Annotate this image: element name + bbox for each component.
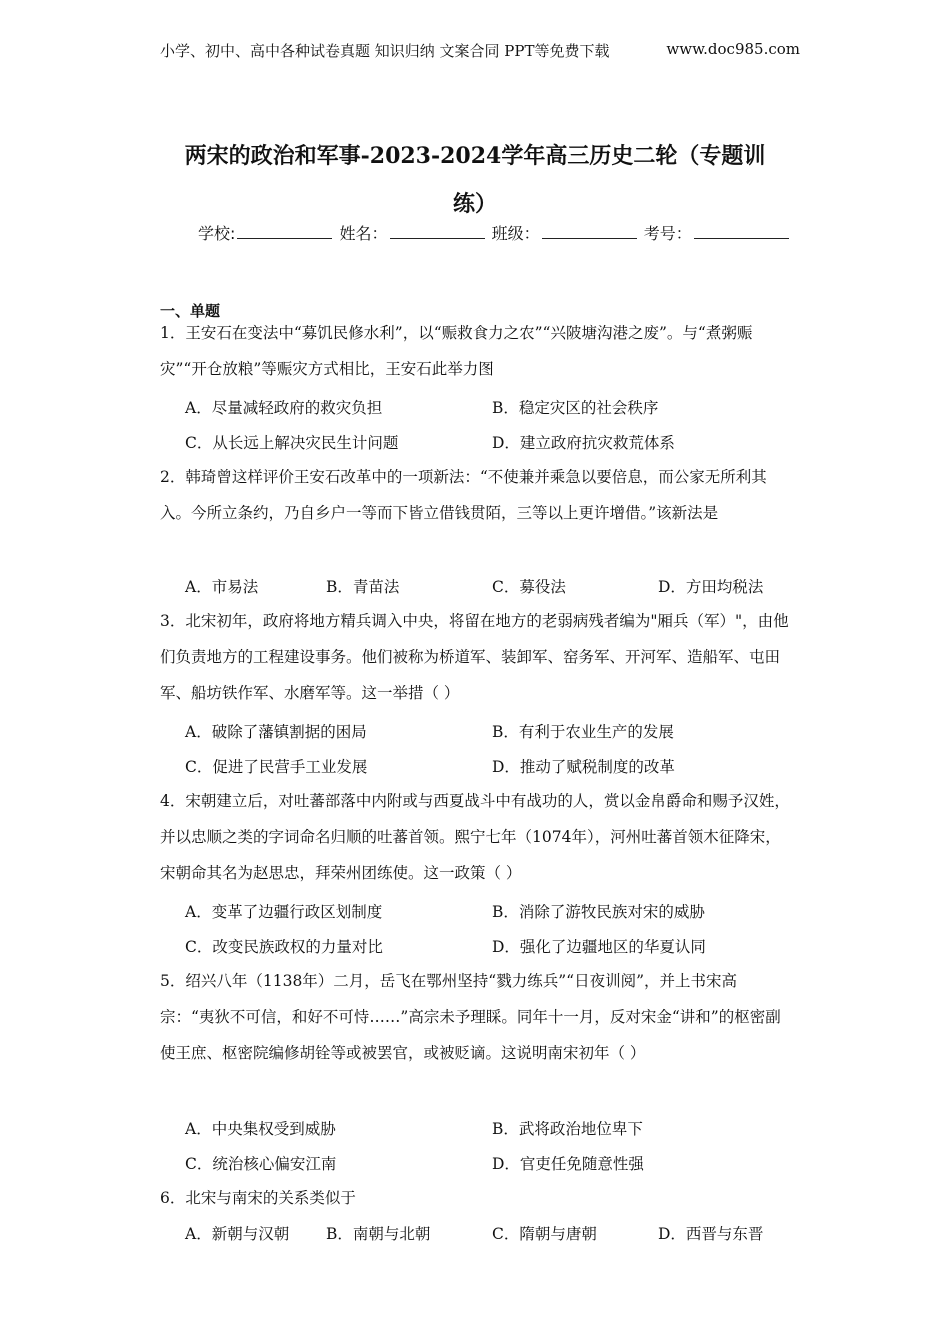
question-5: 5．绍兴八年（1138年）二月，岳飞在鄂州坚持“戮力练兵”“日夜训阅”，并上书宋高宗：“夷狄不可信，和好不可恃……”高宗未予理睬。同年十一月，反对宋金“讲和”的枢密副使王庶、枢密院编修胡铨等或被罢官，或被贬谪。这说明南宋初年（ ） [160,972,781,1062]
question-6: 6．北宋与南宋的关系类似于 [160,1189,356,1207]
header-left-text: 小学、初中、高中各种试卷真题 知识归纳 文案合同 PPT等免费下载 [160,42,610,60]
q1-option-b[interactable]: B．稳定灾区的社会秩序 [492,399,659,417]
page-header [160,40,800,61]
q1-option-a[interactable]: A．尽量减轻政府的救灾负担 [185,399,383,417]
school-label: 学校: [198,224,236,243]
q6-option-b[interactable]: B．南朝与北朝 [326,1225,431,1243]
student-info-fields [198,221,791,244]
q5-option-c[interactable]: C．统治核心偏安江南 [185,1155,337,1173]
name-blank[interactable] [390,224,485,239]
question-2: 2．韩琦曾这样评价王安石改革中的一项新法：“不使兼并乘急以要倍息，而公家无所利其入。今所立条约，乃自乡户一等而下皆立借钱贯陌，三等以上更许增借。”该新法是 [160,468,767,522]
title-line-1: 两宋的政治和军事-2023-2024学年高三历史二轮（专题训 [184,143,766,169]
q2-option-d[interactable]: D．方田均税法 [658,578,764,596]
document-title [150,132,800,228]
q3-option-d[interactable]: D．推动了赋税制度的改革 [492,758,675,776]
q6-option-a[interactable]: A．新朝与汉朝 [185,1225,290,1243]
q3-option-c[interactable]: C．促进了民营手工业发展 [185,758,368,776]
school-blank[interactable] [237,224,332,239]
q2-option-c[interactable]: C．募役法 [492,578,566,596]
q5-option-a[interactable]: A．中央集权受到威胁 [185,1120,336,1138]
number-label: 考号： [643,224,692,243]
q4-option-b[interactable]: B．消除了游牧民族对宋的威胁 [492,903,705,921]
q1-option-d[interactable]: D．建立政府抗灾救荒体系 [492,434,675,452]
question-3: 3．北宋初年，政府将地方精兵调入中央，将留在地方的老弱病残者编为"厢兵（军）"，由他们负责地方的工程建设事务。他们被称为桥道军、装卸军、窑务军、开河军、造船军、屯田军、船坊铁作军、水磨军等。这一举措（ ） [160,612,789,702]
q6-option-d[interactable]: D．西晋与东晋 [658,1225,764,1243]
q4-option-d[interactable]: D．强化了边疆地区的华夏认同 [492,938,706,956]
q3-option-b[interactable]: B．有利于农业生产的发展 [492,723,674,741]
number-blank[interactable] [694,224,789,239]
question-1: 1．王安石在变法中“募饥民修水利”，以“赈救食力之农”“兴陂塘沟港之废”。与“煮粥赈灾”“开仓放粮”等赈灾方式相比，王安石此举力图 [160,324,753,378]
class-blank[interactable] [542,224,637,239]
q5-option-d[interactable]: D．官吏任免随意性强 [492,1155,644,1173]
q5-option-b[interactable]: B．武将政治地位卑下 [492,1120,643,1138]
q2-option-a[interactable]: A．市易法 [185,578,259,596]
q4-option-a[interactable]: A．变革了边疆行政区划制度 [185,903,383,921]
title-line-2: 练） [452,191,497,217]
section-heading: 一、单题 [160,302,221,320]
q4-option-c[interactable]: C．改变民族政权的力量对比 [185,938,383,956]
name-label: 姓名： [339,224,388,243]
question-4: 4．宋朝建立后，对吐蕃部落中内附或与西夏战斗中有战功的人，赏以金帛爵命和赐予汉姓，并以忠顺之类的字词命名归顺的吐蕃首领。熙宁七年（1074年），河州吐蕃首领木征降宋，宋朝命其名为赵思忠，拜荣州团练使。这一政策（ ） [160,792,790,882]
q3-option-a[interactable]: A．破除了藩镇割据的困局 [185,723,367,741]
class-label: 班级： [491,224,540,243]
q2-option-b[interactable]: B．青苗法 [326,578,400,596]
q6-option-c[interactable]: C．隋朝与唐朝 [492,1225,597,1243]
q1-option-c[interactable]: C．从长远上解决灾民生计问题 [185,434,399,452]
header-url[interactable]: www.doc985.com [666,40,800,58]
